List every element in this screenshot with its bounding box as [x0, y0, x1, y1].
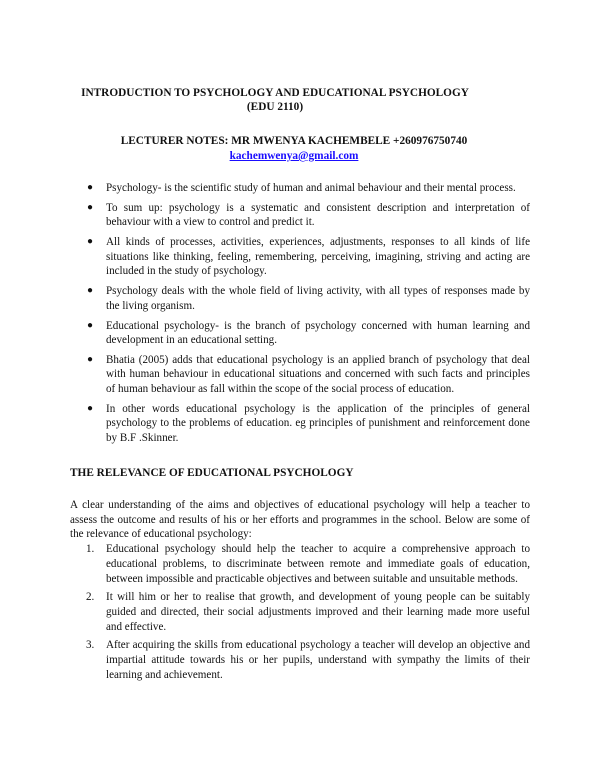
definition-bullet-list: [70, 181, 530, 451]
bullet-item: [70, 402, 530, 446]
lecturer-block: [0, 134, 600, 164]
item-number: 2.: [86, 591, 95, 603]
bullet-item: [70, 319, 530, 348]
item-number: 3.: [86, 639, 95, 651]
bullet-icon: ●: [87, 201, 94, 213]
bullet-text: To sum up: psychology is a systematic and consistent description and interpretation of behaviour with a view to control and predict it.: [106, 201, 530, 229]
bullet-icon: ●: [87, 236, 94, 248]
bullet-text: Psychology deals with the whole field of living activity, with all types of responses made by the living organism.: [106, 285, 530, 312]
numbered-item: [70, 638, 530, 683]
relevance-numbered-list: [70, 542, 530, 686]
bullet-icon: ●: [87, 319, 94, 331]
lecturer-line: LECTURER NOTES: MR MWENYA KACHEMBELE +260976750740: [120, 135, 468, 147]
item-number: 1.: [86, 543, 95, 555]
course-code: (EDU 2110): [246, 101, 304, 113]
item-text: Educational psychology should help the teacher to acquire a comprehensive approach to educational problems, to discriminate between remote and immediate goals of education, between impossible and practicable objectives and between suitable and unsuitable methods.: [106, 543, 530, 585]
bullet-icon: ●: [87, 182, 94, 193]
bullet-item: [70, 201, 530, 230]
bullet-text: All kinds of processes, activities, experiences, adjustments, responses to all kinds of life situations like thinking, feeling, remembering, perceiving, imagining, striving and acting are included in the study of psychology.: [106, 236, 530, 278]
bullet-item: [70, 181, 530, 196]
item-text: It will him or her to realise that growth, and development of young people can be suitably guided and directed, their social adjustments improved and their learning made more useful and effective.: [106, 591, 530, 633]
email-link[interactable]: kachemwenya@gmail.com: [229, 150, 359, 162]
bullet-item: [70, 353, 530, 397]
item-text: After acquiring the skills from educational psychology a teacher will develop an objective and impartial attitude towards his or her pupils, understand with sympathy the limits of their learning and achievement.: [106, 639, 530, 681]
bullet-text: Educational psychology- is the branch of psychology concerned with human learning and development in an educational setting.: [106, 319, 530, 347]
numbered-item: [70, 542, 530, 587]
section-intro: A clear understanding of the aims and objectives of educational psychology will help a teacher to assess the outcome and results of his or her efforts and programmes in the school. Below are some of the relevance of educational psychology:: [70, 499, 530, 541]
bullet-item: [70, 235, 530, 279]
bullet-text: Psychology- is the scientific study of human and animal behaviour and their mental process.: [106, 182, 516, 194]
bullet-text: In other words educational psychology is the application of the principles of general psychology to the problems of education. eg principles of punishment and reinforcement done by B.F .Skinner.: [106, 402, 530, 444]
bullet-icon: ●: [87, 285, 94, 297]
section-heading: THE RELEVANCE OF EDUCATIONAL PSYCHOLOGY: [70, 467, 354, 479]
title-line-1: INTRODUCTION TO PSYCHOLOGY AND EDUCATIONAL PSYCHOLOGY: [81, 87, 469, 99]
document-title: [0, 86, 600, 114]
bullet-item: [70, 284, 530, 313]
numbered-item: [70, 590, 530, 635]
bullet-text: Bhatia (2005) adds that educational psychology is an applied branch of psychology that deal with human behaviour in educational situations and concerned with such facts and principles of human behaviour as fall within the scope of the social process of education.: [106, 353, 530, 395]
bullet-icon: ●: [87, 353, 94, 365]
bullet-icon: ●: [87, 402, 94, 414]
